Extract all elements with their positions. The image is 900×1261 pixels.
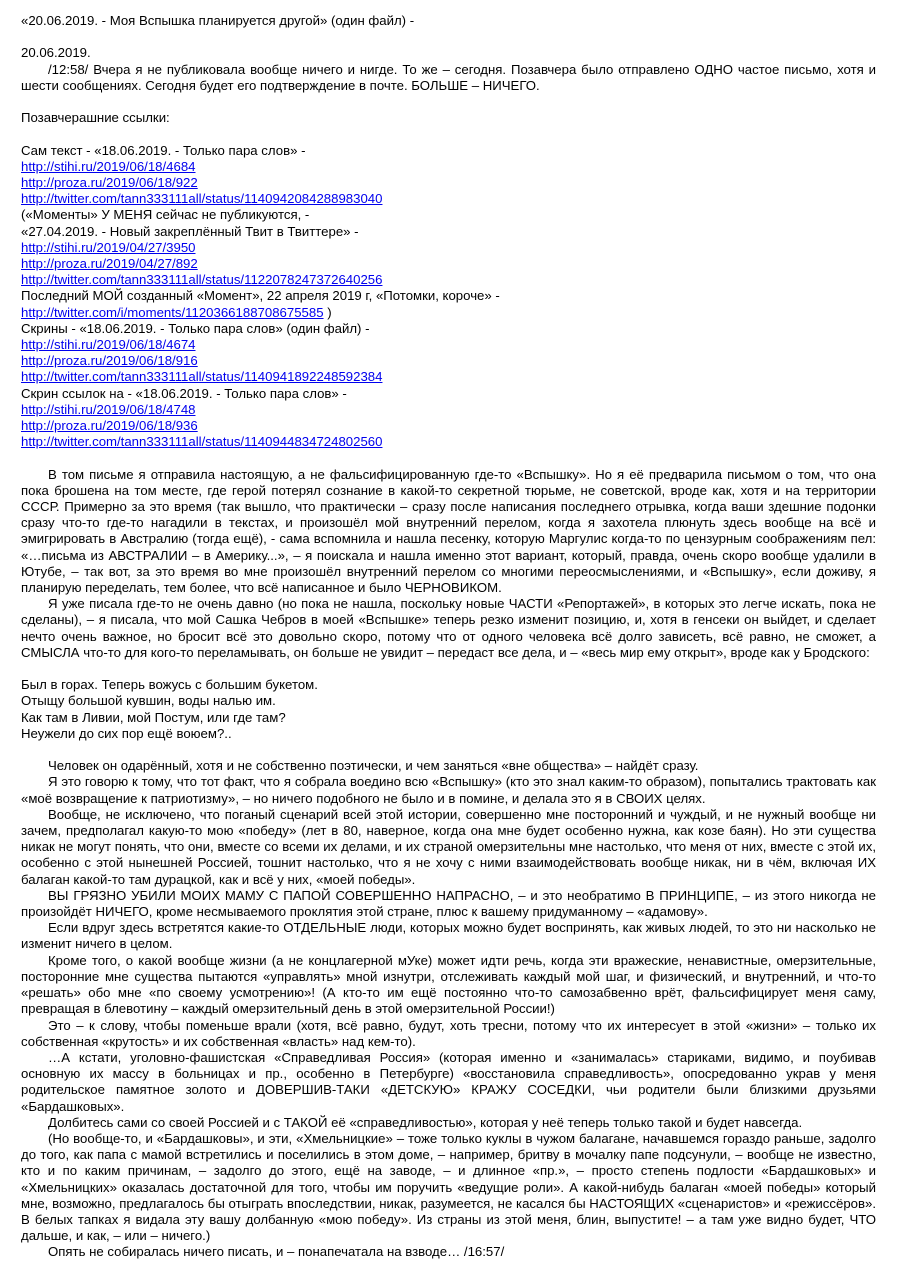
twitter-link[interactable]: http://twitter.com/tann333111all/status/1140942084288983040 — [21, 191, 383, 207]
body-paragraph: Человек он одарённый, хотя и не собственно поэтически, и чем заняться «вне общества» – найдёт сразу. — [48, 758, 699, 774]
body-paragraph: Кроме того, о какой вообще жизни (а не концлагерной мУке) может идти речь, когда эти вражеские, ненавистные, омерзительные, посторонние мне существа пытаются «управлять» мной изнутри, отслеживать каждый мой шаг, и физический, и внутренний, и что-то «решать» обо мне «по своему усмотрению»! (А кто-то им ещё постоянно что-то самозабвенно врёт, фальсифицирует меня саму, превращая в блевотину – каждый омерзительный день в этой омерзительной России!) — [21, 952, 876, 1017]
spacer — [21, 661, 876, 677]
body-paragraph: ВЫ ГРЯЗНО УБИЛИ МОИХ МАМУ С ПАПОЙ СОВЕРШЕННО НАПРАСНО, – и это необратимо В ПРИНЦИПЕ, – из этого никогда не произойдёт НИЧЕГО, кроме несмываемого проклятия этой стране, плюс к вашему придуманному – «адамову». — [21, 887, 876, 920]
stihi-link[interactable]: http://stihi.ru/2019/04/27/3950 — [21, 239, 196, 255]
proza-link[interactable]: http://proza.ru/2019/04/27/892 — [21, 256, 198, 271]
twitter-moment-link[interactable]: http://twitter.com/i/moments/1120366188708675585 — [21, 304, 324, 320]
closing-paragraph: Опять не собиралась ничего писать, и – понапечатала на взводе… /16:57/ — [48, 1244, 505, 1260]
body-paragraph: В том письме я отправила настоящую, а не фальсифицированную где-то «Вспышку». Но я её предварила письмом о том, что она пока брошена на том месте, где герой потерял сознание в какой-то секретной тюрьме, не советской, вроде как, хотя и на территории СССР. Примерно за это время (так вышло, что практически – сразу после написания последнего отрывка, когда ваши здешние подонки сразу что-то где-то нагадили в текстах, и произошёл мой внутренний перелом, когда я захотела плюнуть здесь вообще на всё и эмигрировать в Австралию (тогда ещё), - сама вспомнила и нашла песенку, которую Маргулис когда-то по цензурным соображениям пел: «…письма из АВСТРАЛИИ – в Америку...», – я поискала и нашла именно этот вариант, который, правда, очень скоро вообще удалили в Ютубе, – так вот, за это время во мне произошёл внутренний перелом со многими переосмыслениями, и «Вспышку», если доживу, я планирую переделать, тем более, что всё написанное и было ЧЕРНОВИКОМ. — [21, 466, 876, 596]
link-group-label: Сам текст - «18.06.2019. - Только пара слов» - — [21, 142, 306, 158]
poem-line: Отыщу большой кувшин, воды налью им. — [21, 693, 276, 709]
body-paragraph: Если вдруг здесь встретятся какие-то ОТДЕЛЬНЫЕ люди, которых можно будет воспринять, как живых людей, то это ни насколько не изменит ничего в целом. — [21, 920, 876, 952]
document-title: «20.06.2019. - Моя Вспышка планируется другой» (один файл) - — [21, 13, 415, 28]
proza-link[interactable]: http://proza.ru/2019/06/18/916 — [21, 353, 198, 369]
body-paragraph: Я это говорю к тому, что тот факт, что я собрала воедино всю «Вспышку» (кто это знал каким-то образом), попытались трактовать как «моё возвращение к патриотизму», – но ничего подобного не было и в помине, и делала это я в СВОИХ целях. — [21, 774, 876, 806]
intro-paragraph: /12:58/ Вчера я не публиковала вообще ничего и нигде. То же – сегодня. Позавчера было отправлено ОДНО частое письмо, хотя и шести сообщениях. Сегодня будет его подтверждение в почте. БОЛЬШЕ – НИЧЕГО. — [21, 61, 876, 93]
link-group-label: «27.04.2019. - Новый закреплённый Твит в Твиттере» - — [21, 223, 359, 239]
proza-link[interactable]: http://proza.ru/2019/06/18/922 — [21, 174, 198, 190]
link-group-label: («Моменты» У МЕНЯ сейчас не публикуются, - — [21, 207, 310, 223]
closing-paren: ) — [323, 304, 332, 320]
link-group-label: Последний МОЙ созданный «Момент», 22 апреля 2019 г, «Потомки, короче» - — [21, 288, 500, 304]
body-paragraph: …А кстати, уголовно-фашистская «Справедливая Россия» (которая именно и «занималась» стариками, видимо, и поубивав основную их массу в больницах и пр., особенно в Петербурге) «восстановила справедливость», опосредованно украв у меня родительское памятное золото и ДОВЕРШИВ-ТАКИ «ДЕТСКУЮ» КРАЖУ СОСЕДКИ, чьи родители были близкими друзьями «Бардашковых». — [21, 1049, 876, 1114]
link-group — [21, 143, 876, 208]
poem-line: Был в горах. Теперь вожусь с большим букетом. — [21, 677, 318, 693]
entry-date: 20.06.2019. — [21, 45, 91, 61]
stihi-link[interactable]: http://stihi.ru/2019/06/18/4674 — [21, 337, 196, 353]
stihi-link[interactable]: http://stihi.ru/2019/06/18/4684 — [21, 158, 196, 174]
link-group — [21, 386, 876, 451]
body-paragraph: Долбитесь сами со своей Россией и с ТАКОЙ её «справедливостью», которая у неё теперь только такой и будет навсегда. — [48, 1114, 803, 1130]
spacer — [21, 742, 876, 758]
body-paragraph: Это – к слову, чтобы поменьше врали (хотя, всё равно, будут, хоть тресни, потому что их интересует в этой «жизни» – только их собственная «крутость» и их собственная «власть» над кем-то). — [21, 1017, 876, 1049]
proza-link[interactable]: http://proza.ru/2019/06/18/936 — [21, 418, 198, 434]
body-paragraph: Вообще, не исключено, что поганый сценарий всей этой истории, совершенно мне посторонний и чуждый, и не нужный вообще ни зачем, предполагал какую-то мою «победу» (лет в 80, наверное, когда она мне будет особенно нужна, как козе баян). Но эти существа никак не могут понять, что они, вместе со всеми их делами, и их страной омерзительны мне настолько, что меня от них, вместе с этой их, особенно с этой нынешней Россией, тошнит настолько, что я не хочу с ними взаимодействовать вообще никак, ни в чём, включая ИХ балаган какой-то там дурацкой, как и всё у них, «моей победы». — [21, 806, 876, 887]
link-group-label: Скрины - «18.06.2019. - Только пара слов» (один файл) - — [21, 320, 370, 336]
link-group — [21, 321, 876, 386]
poem-quote — [21, 677, 876, 742]
stihi-link[interactable]: http://stihi.ru/2019/06/18/4748 — [21, 401, 196, 417]
links-heading: Позавчерашние ссылки: — [21, 110, 170, 126]
poem-line: Неужели до сих пор ещё воюем?.. — [21, 725, 232, 741]
link-group — [21, 288, 876, 320]
body-paragraph: Я уже писала где-то не очень давно (но пока не нашла, поскольку новые ЧАСТИ «Репортажей», в которых это легче искать, пока не сделаны), – я писала, что мой Сашка Чебров в моей «Вспышке» теперь резко изменит позицию, и, хотя в генсеки он выйдет, и сделает нечто очень важное, но бросит всё это довольно скоро, потому что от одного человека всё долго зависеть, всё равно, не сможет, а СМЫСЛА что-то для кого-то переламывать, он больше не увидит – передаст все дела, и – «весь мир ему открыт», вроде как у Бродского: — [21, 596, 876, 660]
spacer — [21, 94, 876, 110]
spacer — [21, 126, 876, 142]
poem-line: Как там в Ливии, мой Постум, или где там? — [21, 709, 286, 725]
spacer — [21, 29, 876, 45]
twitter-link[interactable]: http://twitter.com/tann333111all/status/1140944834724802560 — [21, 434, 383, 450]
link-group — [21, 224, 876, 289]
spacer — [21, 450, 876, 466]
twitter-link[interactable]: http://twitter.com/tann333111all/status/1140941892248592384 — [21, 369, 383, 385]
body-paragraph: (Но вообще-то, и «Бардашковы», и эти, «Хмельницкие» – тоже только куклы в чужом балагане, начавшемся гораздо раньше, задолго до того, как папа с мамой встретились и поселились в этом доме, – например, бритву в мочалку папе подсунули, – вообще не известно, кто и по каким причинам, – задолго до этого, ещё на заводе, – и длинное «пр.», – просто степень подлости «Бардашковых» и «Хмельницких» оказалась достаточной для того, чтобы им поручить «ведущие роли». А какой-нибудь балаган «моей победы» который мне, возможно, предлагалось бы отыграть впоследствии, никак, разумеется, не касался бы НАСТОЯЩИХ «сценаристов» и «режиссёров». В белых тапках я видала эту вашу долбанную «мою победу». Из страны из этой меня, блин, выпустите! – а там уже видно будет, ЧТО дальше, и как, – или – ничего.) — [21, 1130, 876, 1244]
link-group-label: Скрин ссылок на - «18.06.2019. - Только пара слов» - — [21, 385, 347, 401]
twitter-link[interactable]: http://twitter.com/tann333111all/status/1122078247372640256 — [21, 272, 383, 288]
